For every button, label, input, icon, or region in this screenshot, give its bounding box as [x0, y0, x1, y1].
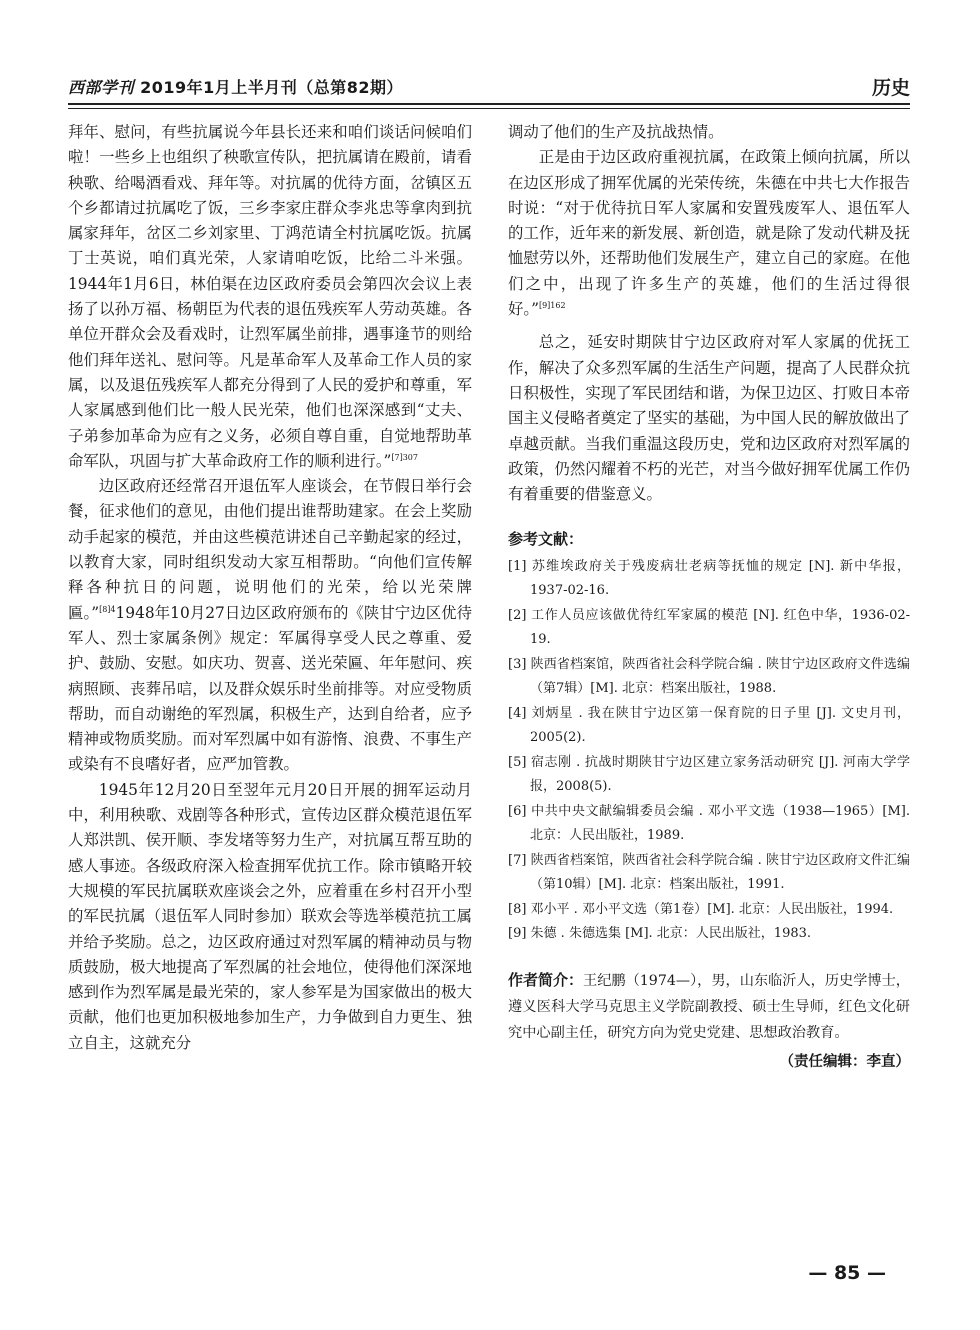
references-title: 参考文献： [508, 530, 584, 549]
reference-item: [7] 陕西省档案馆，陕西省社会科学院合编 . 陕甘宁边区政府文件汇编（第10辑）[M]. 北京：档案出版社，1991. [508, 852, 910, 893]
right-column [508, 120, 910, 1075]
page-number: — 85 — [808, 1262, 886, 1284]
citation: [7]307 [391, 452, 418, 462]
reference-item: [1] 苏维埃政府关于残废病壮老病等抚恤的规定 [N]. 新中华报，1937-02-16. [508, 558, 910, 599]
citation: [8]4 [99, 604, 116, 614]
citation: [9]162 [538, 300, 566, 310]
reference-item: [5] 宿志刚 . 抗战时期陕甘宁边区建立家务活动研究 [J]. 河南大学学报，2008(5). [508, 754, 910, 795]
reference-item: [2] 工作人员应该做优待红军家属的模范 [N]. 红色中华，1936-02-19. [508, 607, 910, 648]
reference-item: [8] 邓小平 . 邓小平文选（第1卷）[M]. 北京：人民出版社，1994. [508, 901, 894, 917]
running-header [68, 73, 910, 99]
author-bio [508, 967, 910, 1046]
header-rule-thin [68, 108, 910, 109]
left-column [68, 120, 472, 1056]
editor-note: （责任编辑：李直） [779, 1053, 910, 1070]
header-rule-thick [68, 103, 910, 105]
reference-list [508, 555, 910, 947]
reference-item: [6] 中共中央文献编辑委员会编 . 邓小平文选（1938—1965）[M]. 北京：人民出版社，1989. [508, 803, 910, 844]
paragraph: 总之，延安时期陕甘宁边区政府对军人家属的优抚工作，解决了众多烈军属的生活生产问题，提高了人民群众抗日积极性，实现了军民团结和谐，为保卫边区、打败日本帝国主义侵略者奠定了坚实的基础，为中国人民的解放做出了卓越贡献。当我们重温这段历史，党和边区政府对烈军属的政策，仍然闪耀着不朽的光芒，对当今做好拥军优属工作仍有着重要的借鉴意义。 [508, 333, 910, 504]
paragraph: 拜年、慰问，有些抗属说今年县长还来和咱们谈话问候咱们啦！一些乡上也组织了秧歌宣传队，把抗属请在殿前，请看秧歌、给喝酒看戏、拜年等。对抗属的优待方面，岔镇区五个乡都请过抗属吃了饭，三乡李家庄群众李兆忠等拿肉到抗属家拜年，岔区二乡刘家里、丁鸿范请全村抗属吃饭。抗属丁士英说，咱们真光荣，人家请咱吃饭，比给二斗米强。1944年1月6日，林伯渠在边区政府委员会第四次会议上表扬了以孙万福、杨朝臣为代表的退伍残疾军人劳动英雄。各单位开群众会及看戏时，让烈军属坐前排，遇事逢节的则给他们拜年送礼、慰问等。凡是革命军人及革命工作人员的家属，以及退伍残疾军人都充分得到了人民的爱护和尊重，军人家属感到他们比一般人民光荣，他们也深深感到“丈夫、子弟参加革命为应有之义务，必须自尊自重，自觉地帮助革命军队，巩固与扩大革命政府工作的顺利进行。”$^{[7]307}$ [68, 123, 472, 470]
paragraph: 调动了他们的生产及抗战热情。 [508, 123, 724, 141]
reference-item: [4] 刘炳星 . 我在陕甘宁边区第一保育院的日子里 [J]. 文史月刊，2005(2). [508, 705, 910, 746]
journal-name: 西部学刊 [68, 78, 135, 97]
section-tag: 历史 [871, 77, 910, 99]
issue-info: 2019年1月上半月刊（总第82期） [140, 78, 404, 97]
journal-issue [68, 75, 403, 98]
reference-item: [3] 陕西省档案馆，陕西省社会科学院合编 . 陕甘宁边区政府文件选编（第7辑）[M]. 北京：档案出版社，1988. [508, 656, 910, 697]
reference-item: [9] 朱德 . 朱德选集 [M]. 北京：人民出版社，1983. [508, 926, 812, 942]
author-text: 王纪鹏（1974—），男，山东临沂人，历史学博士，遵义医科大学马克思主义学院副教授、硕士生导师，红色文化研究中心副主任，研究方向为党史党建、思想政治教育。 [508, 972, 910, 1041]
paragraph: 正是由于边区政府重视抗属，在政策上倾向抗属，所以在边区形成了拥军优属的光荣传统，朱德在中共七大作报告时说：“对于优待抗日军人家属和安置残废军人、退伍军人的工作，近年来的新发展、新创造，就是除了发动代耕及抚恤慰劳以外，还帮助他们发展生产，建立自己的家庭。在他们之中，出现了许多生产的英雄，他们的生活过得很好。”$^{[9]162}$ [508, 148, 910, 319]
paragraph: 边区政府还经常召开退伍军人座谈会，在节假日举行会餐，征求他们的意见，由他们提出谁帮助建家。在会上奖励动手起家的模范，并由这些模范讲述自己辛勤起家的经过，以教育大家，同时组织发动大家互相帮助。“向他们宣传解释各种抗日的问题，说明他们的光荣，给以光荣牌匾。”$^{[8]4}$1948年10月27日边区政府颁布的《陕甘宁边区优待军人、烈士家属条例》规定：军属得享受人民之尊重、爱护、鼓励、安慰。如庆功、贺喜、送光荣匾、年年慰问、疾病照顾、丧葬吊唁，以及群众娱乐时坐前排等。对应受物质帮助，而自动谢绝的军烈属，积极生产，达到自给者，应予精神或物质奖励。而对军烈属中如有游惰、浪费、不事生产或染有不良嗜好者，应严加管教。 [68, 477, 473, 774]
author-label: 作者简介： [508, 970, 584, 989]
paragraph: 1945年12月20日至翌年元月20日开展的拥军运动月中，利用秧歌、戏剧等各种形式，宣传边区群众模范退伍军人郑洪凯、侯开顺、李发堵等努力生产，对抗属互帮互助的感人事迹。各级政府深入检查拥军优抗工作。除市镇略开较大规模的军民抗属联欢座谈会之外，应着重在乡村召开小型的军民抗属（退伍军人同时参加）联欢会等选举模范抗工属并给予奖励。总之，边区政府通过对烈军属的精神动员与物质鼓励，极大地提高了军烈属的社会地位，使得他们深深地感到作为烈军属是最光荣的，家人参军是为国家做出的极大贡献，他们也更加积极地参加生产，力争做到自力更生、独立自主，这就充分 [68, 780, 472, 1052]
